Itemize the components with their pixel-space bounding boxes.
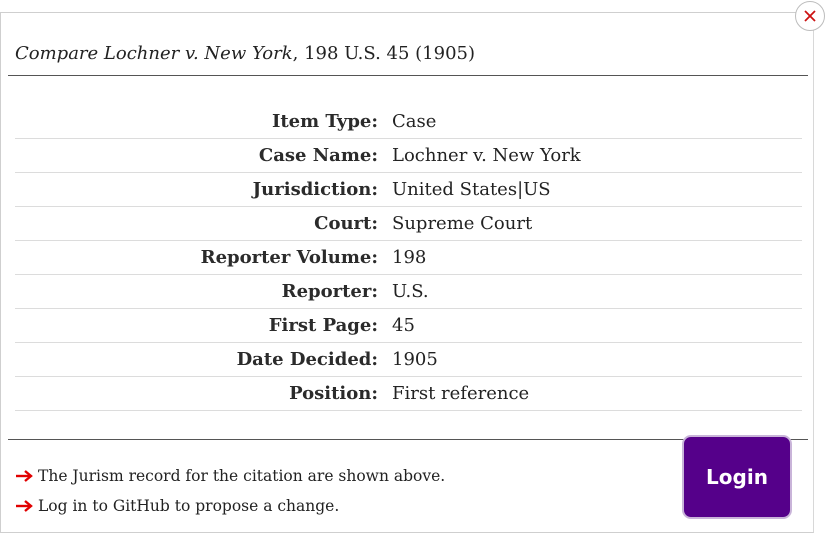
field-value: 198 [392, 247, 427, 268]
title-case-name: Compare Lochner v. New York [15, 43, 293, 64]
field-label: Case Name: [258, 145, 378, 166]
note-text: The Jurism record for the citation are shown above. [38, 467, 446, 485]
field-value: First reference [392, 383, 530, 404]
right-arrow-icon [15, 499, 33, 513]
field-label: First Page: [268, 315, 378, 336]
field-value: United States|US [392, 179, 551, 200]
note-text: Log in to GitHub to propose a change. [38, 497, 340, 515]
field-row-first-page [15, 309, 802, 343]
field-value: Lochner v. New York [392, 145, 581, 166]
field-row-item-type [15, 105, 802, 139]
right-arrow-icon [15, 469, 33, 483]
field-label: Position: [289, 383, 378, 404]
note-login-github [15, 491, 445, 521]
dialog-title [15, 43, 475, 64]
field-row-court [15, 207, 802, 241]
login-button[interactable]: Login [682, 435, 792, 519]
field-value: 1905 [392, 349, 438, 370]
field-value: Supreme Court [392, 213, 533, 234]
field-label: Item Type: [271, 111, 378, 132]
field-label: Court: [314, 213, 378, 234]
field-label: Jurisdiction: [252, 179, 378, 200]
field-row-position [15, 377, 802, 411]
field-row-case-name [15, 139, 802, 173]
close-button[interactable] [795, 1, 825, 31]
field-label: Reporter: [281, 281, 378, 302]
field-value: U.S. [392, 281, 429, 302]
record-fields-table [15, 105, 802, 411]
field-value: Case [392, 111, 437, 132]
field-value: 45 [392, 315, 415, 336]
field-row-reporter-volume [15, 241, 802, 275]
field-row-reporter [15, 275, 802, 309]
field-label: Date Decided: [236, 349, 378, 370]
field-label: Reporter Volume: [200, 247, 378, 268]
field-row-jurisdiction [15, 173, 802, 207]
close-icon [803, 9, 817, 23]
field-row-date-decided [15, 343, 802, 377]
title-divider [8, 75, 808, 76]
title-citation: , 198 U.S. 45 (1905) [292, 43, 475, 64]
note-record-shown [15, 461, 445, 491]
footer-notes [15, 461, 445, 521]
